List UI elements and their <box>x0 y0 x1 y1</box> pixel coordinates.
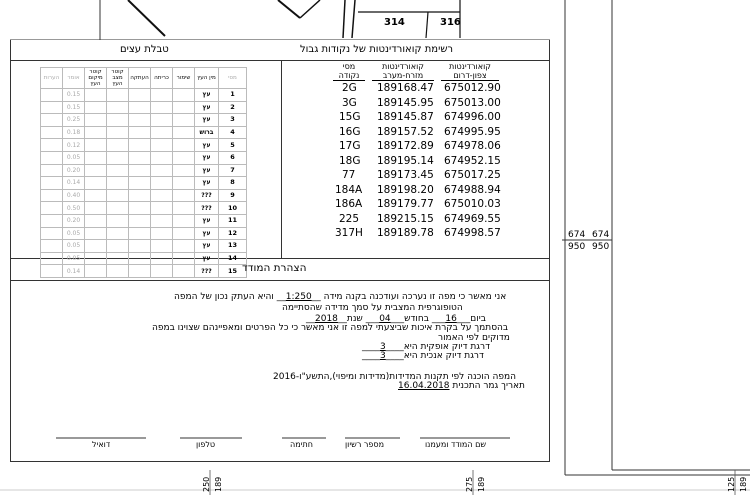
trees-header-species: מין העץ <box>195 68 219 89</box>
tree-number: 1 <box>219 89 247 102</box>
coord-header-north: קואורדינטות צפון-דרום <box>441 62 499 81</box>
tree-value: 0.15 <box>63 101 85 114</box>
decl-year-label: שנת <box>346 314 363 324</box>
tree-value: 0.15 <box>63 89 85 102</box>
tree-species: עץ <box>195 151 219 164</box>
coord-point: 225 <box>339 212 360 225</box>
trees-header-keep: שימור <box>173 68 195 89</box>
tree-number: 9 <box>219 189 247 202</box>
tree-species: ??? <box>195 189 219 202</box>
declaration-line-6: דרגת דיוק אופקית היא____3____ <box>362 342 491 352</box>
ruler-label-1: 189 <box>214 476 223 492</box>
tree-number: 4 <box>219 126 247 139</box>
tree-species: ??? <box>195 265 219 278</box>
margin-label-674-b: 674 <box>592 230 610 240</box>
tree-species: עץ <box>195 101 219 114</box>
ruler-label-3: 189 <box>739 476 748 492</box>
coord-section-title: רשימת קואורדינטות של נקודות גבול <box>300 44 454 55</box>
margin-label-950-a: 950 <box>568 242 586 252</box>
declaration-title: הצהרת המודד <box>242 262 307 274</box>
tree-species: עץ <box>195 139 219 152</box>
tree-number: 5 <box>219 139 247 152</box>
trees-header-cut: כריתה <box>151 68 173 89</box>
signature-surveyor: שם המודד ומעמנו <box>425 440 487 449</box>
coord-east: 189157.52 <box>377 125 434 138</box>
tree-number: 6 <box>219 151 247 164</box>
tree-species: עץ <box>195 214 219 227</box>
decl-vertical-value: 3 <box>380 351 386 361</box>
tree-species: עץ <box>195 89 219 102</box>
tree-value: 0.14 <box>63 265 85 278</box>
declaration-line-2: הטופוגרפית המצבית על סמך מדידה שהסתיימה <box>282 303 463 313</box>
parcel-label-316: 316 <box>440 17 461 28</box>
declaration-line-5: מדוקים לפי האמור <box>438 333 510 343</box>
tree-value: 0.40 <box>63 189 85 202</box>
coord-north: 674996.00 <box>444 111 501 123</box>
declaration-line-1: אני מאשר כי מפה זו נערכה ועודכנה בקנה מידה __1:250__ והיא העתק נכון של המפה <box>174 292 507 302</box>
coord-point: 15G <box>339 111 361 123</box>
trees-header-loc: קוטר מיקום העץ <box>85 68 107 89</box>
coord-point: 16G <box>339 125 361 138</box>
declaration-line-4: בהסתמך על בקרת איכות שביצעתי למפה זו אני מאשר כי כל הפרטים ומאפיינהם שצוינו במפה <box>152 323 509 333</box>
tree-value: 0.05 <box>63 151 85 164</box>
signature-sign: חתימה <box>290 440 313 449</box>
tree-number: 8 <box>219 177 247 190</box>
coord-east: 189145.95 <box>377 96 434 109</box>
margin-label-674-a: 674 <box>568 230 586 240</box>
coord-north: 674998.57 <box>444 227 501 239</box>
coord-east: 189198.20 <box>377 183 434 196</box>
coord-north: 675012.90 <box>444 82 501 94</box>
decl-day-label: ביום <box>470 314 486 324</box>
tree-species: עץ <box>195 252 219 265</box>
coord-east: 189189.78 <box>377 227 434 239</box>
trees-header-num: מסי <box>219 68 247 89</box>
coord-north: 674995.95 <box>444 125 501 138</box>
decl-line1-a: אני מאשר כי מפה זו נערכה ועודכנה בקנה מידה <box>323 292 507 302</box>
coord-north: 675013.00 <box>444 96 501 109</box>
decl-month-label: בחודש <box>404 314 429 324</box>
tree-number: 15 <box>219 265 247 278</box>
coord-point: 3G <box>342 96 357 109</box>
coord-east: 189179.77 <box>377 198 434 210</box>
tree-number: 3 <box>219 114 247 127</box>
declaration-line-7: דרגת דיוק אנכית היא____3____ <box>362 351 484 361</box>
trees-header-state: קוטר מצב העץ <box>107 68 129 89</box>
coord-east: 189195.14 <box>377 154 434 167</box>
tree-number: 10 <box>219 202 247 215</box>
declaration-line-8: המפה הוכנה לפי תקנות המדידות(מדידות ומיפוי),התשע"ו-2016 <box>273 372 517 382</box>
coord-north: 674978.06 <box>444 140 501 152</box>
coord-point: 18G <box>339 154 361 167</box>
tree-value: 0.14 <box>63 177 85 190</box>
tree-number: 11 <box>219 214 247 227</box>
decl-horizontal-value: 3 <box>380 342 386 352</box>
coord-north: 675017.25 <box>444 169 501 181</box>
tree-value: 0.50 <box>63 202 85 215</box>
trees-section-title: טבלת עצים <box>120 44 169 55</box>
tree-species: עץ <box>195 227 219 240</box>
tree-species: עץ <box>195 240 219 253</box>
coord-header-point: מסי נקודה <box>333 62 365 81</box>
coord-point: 17G <box>339 140 361 152</box>
ruler-label-2b: 275 <box>465 476 474 492</box>
decl-scale: 1:250 <box>285 292 312 302</box>
coord-header-east: קואורדינטות מזרח-מערב <box>372 62 434 81</box>
tree-value: 0.20 <box>63 164 85 177</box>
tree-species: עץ <box>195 177 219 190</box>
trees-header-move: העתקה <box>129 68 151 89</box>
tree-value: 0.18 <box>63 126 85 139</box>
tree-species: עץ <box>195 114 219 127</box>
trees-header-omer: אומר <box>63 68 85 89</box>
signature-phone: טלפון <box>196 440 216 449</box>
coord-point: 2G <box>342 82 357 94</box>
coord-north: 675010.03 <box>444 198 501 210</box>
tree-number: 7 <box>219 164 247 177</box>
coord-east: 189168.47 <box>377 82 434 94</box>
decl-horizontal-label: דרגת דיוק אופקית היא <box>403 342 491 352</box>
decl-line1-b: והיא העתק נכון של המפה <box>174 292 274 302</box>
tree-value: 0.25 <box>63 114 85 127</box>
decl-year: 2018 <box>315 314 338 324</box>
tree-species: ??? <box>195 202 219 215</box>
decl-end-date: 16.04.2018 <box>398 381 450 391</box>
coord-point: 317H <box>335 227 363 239</box>
coord-east: 189215.15 <box>377 212 434 225</box>
coord-east: 189145.87 <box>377 111 434 123</box>
declaration-line-3: ביום___16___ בחודש___04___ שנת__2018__ <box>306 314 486 324</box>
signature-license: מספר רשיון <box>345 440 385 449</box>
parcel-label-314: 314 <box>384 17 405 28</box>
margin-label-950-b: 950 <box>592 242 610 252</box>
tree-number: 14 <box>219 252 247 265</box>
tree-value: 0.05 <box>63 240 85 253</box>
coord-point: 184A <box>335 183 363 196</box>
coord-point: 186A <box>335 198 363 210</box>
decl-day: 16 <box>445 314 457 324</box>
trees-header-notes: הערות <box>41 68 63 89</box>
coord-north: 674988.94 <box>444 183 501 196</box>
ruler-label-2: 189 <box>477 476 486 492</box>
tree-species: ברוש <box>195 126 219 139</box>
coord-point: 77 <box>342 169 356 181</box>
tree-value: 0.05 <box>63 227 85 240</box>
tree-number: 13 <box>219 240 247 253</box>
coord-north: 674969.55 <box>444 212 501 225</box>
tree-number: 2 <box>219 101 247 114</box>
signature-email: דואיל <box>92 440 111 449</box>
tree-value: 0.20 <box>63 214 85 227</box>
tree-number: 12 <box>219 227 247 240</box>
ruler-label-1b: 250 <box>202 476 211 492</box>
coord-east: 189172.89 <box>377 140 434 152</box>
coord-east: 189173.45 <box>377 169 434 181</box>
tree-species: עץ <box>195 164 219 177</box>
decl-end-date-label: תאריך גמר התכנית <box>452 381 525 391</box>
decl-vertical-label: דרגת דיוק אנכית היא <box>403 351 484 361</box>
ruler-label-3b: 125 <box>727 476 736 492</box>
coord-north: 674952.15 <box>444 154 501 167</box>
tree-value: 0.12 <box>63 139 85 152</box>
decl-month: 04 <box>379 314 391 324</box>
tree-value: 0.05 <box>63 252 85 265</box>
